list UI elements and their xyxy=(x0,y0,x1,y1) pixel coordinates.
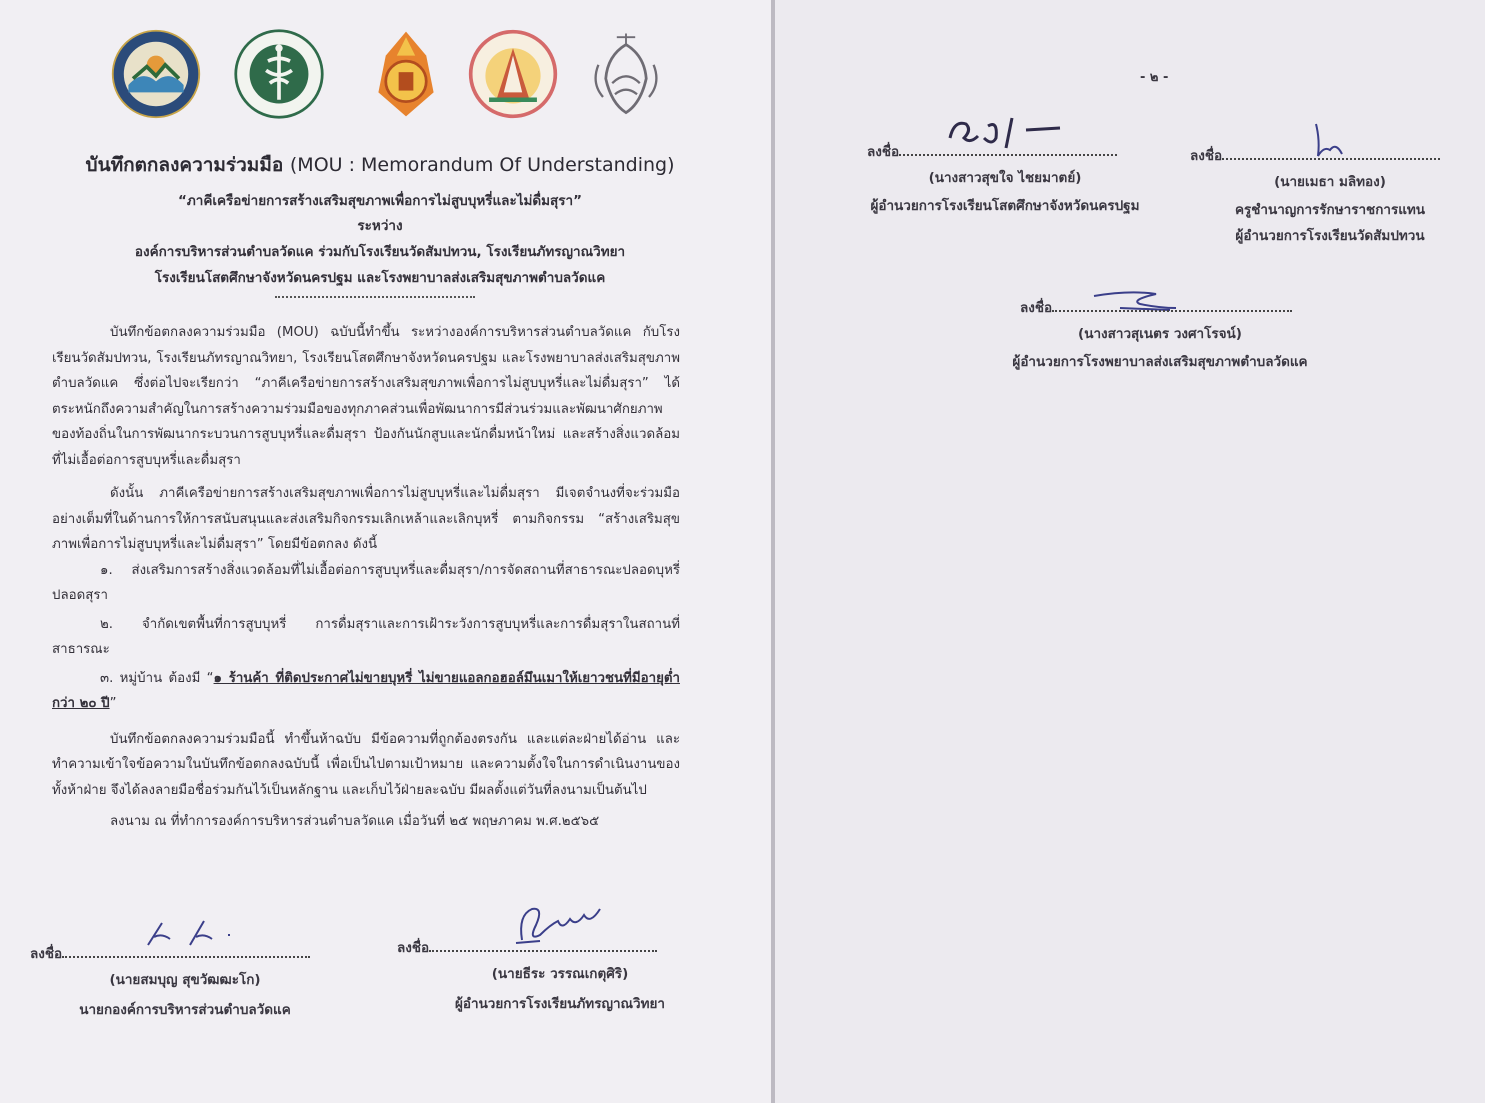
deaf-school-logo xyxy=(580,28,672,120)
paragraph-2: ดังนั้น ภาคีเครือข่ายการสร้างเสริมสุขภาพเพื่อการไม่สูบบุหรี่และไม่ดื่มสุรา มีเจตจำนงที่จะร่วมมืออย่างเต็มที่ในด้านการให้การสนับสนุนและส่งเสริมกิจกรรมเลิกเหล้าและเลิกบุหรี่ ตามกิจกรรม “สร้างเสริมสุขภาพเพื่อการไม่สูบบุหรี่และไม่ดื่มสุรา” โดยมีข้อตกลง ดังนี้ xyxy=(52,486,680,552)
sao-wat-khae-logo xyxy=(110,28,202,120)
separator xyxy=(275,296,475,298)
sign-label: ลงชื่อ xyxy=(397,940,430,956)
signature-line-4 xyxy=(1190,144,1440,166)
signature-line-5 xyxy=(1020,296,1292,318)
paragraph-1: บันทึกข้อตกลงความร่วมมือ (MOU) ฉบับนี้ทำขึ้น ระหว่างองค์การบริหารส่วนตำบลวัดแค กับโรงเรียนวัดสัมปทวน, โรงเรียนภัทรญาณวิทยา, โรงเรียนโสตศึกษาจังหวัดนครปฐม และโรงพยาบาลส่งเสริมสุขภาพตำบลวัดแค ซึ่งต่อไปจะเรียกว่า “ภาคีเครือข่ายการสร้างเสริมสุขภาพเพื่อการไม่สูบบุหรี่และไม่ดื่มสุรา” ได้ตระหนักถึงความสำคัญในการสร้างความร่วมมือของทุกภาคส่วนเพื่อพัฒนาการมีส่วนร่วมและพัฒนาศักยภาพของท้องถิ่นในการพัฒนากระบวนการสูบบุหรี่และดื่มสุรา ป้องกันนักสูบและนักดื่มหน้าใหม่ และสร้างสิ่งแวดล้อมที่ไม่เอื้อต่อการสูบบุหรี่และดื่มสุรา xyxy=(52,325,680,468)
signer-5-name: (นางสาวสุเนตร วงศาโรจน์) xyxy=(1078,326,1242,342)
signature-line-1 xyxy=(30,942,310,964)
signer-2 xyxy=(410,962,710,1014)
sign-label: ลงชื่อ xyxy=(30,946,63,962)
signer-4-title-1: ครูชำนาญการรักษาราชการแทน xyxy=(1234,202,1426,218)
item-3-suffix: ” xyxy=(109,696,117,711)
signer-1-name: (นายสมบุญ สุขวัฒฒะโก) xyxy=(109,972,261,988)
document-title xyxy=(60,150,700,180)
between-label: ระหว่าง xyxy=(357,218,403,234)
signer-3 xyxy=(860,166,1150,216)
paragraph-3: บันทึกข้อตกลงความร่วมมือนี้ ทำขึ้นห้าฉบับ มีข้อความที่ถูกต้องตรงกัน และแต่ละฝ่ายได้อ่าน และทำความเข้าใจข้อความในบันทึกข้อตกลงฉบับนี้ เพื่อเป็นไปตามเป้าหมาย และความตั้งใจในการดำเนินงานของทั้งห้าฝ่าย จึงได้ลงลายมือชื่อร่วมกันไว้เป็นหลักฐาน และเก็บไว้ฝ่ายละฉบับ มีผลตั้งแต่วันที่ลงนามเป็นต้นไป xyxy=(52,731,680,798)
item-2: ๒. จำกัดเขตพื้นที่การสูบบุหรี่ การดื่มสุราและการเฝ้าระวังการสูบบุหรี่และการดื่มสุราในสถานที่สาธารณะ xyxy=(52,616,680,657)
school-emblem-logo xyxy=(360,28,452,120)
signer-4 xyxy=(1210,170,1450,246)
sign-label: ลงชื่อ xyxy=(1190,148,1223,164)
signer-2-name: (นายธีระ วรรณเกตุศิริ) xyxy=(491,966,629,982)
document-subtitle: “ภาคีเครือข่ายการสร้างเสริมสุขภาพเพื่อการไม่สูบบุหรี่และไม่ดื่มสุรา” xyxy=(178,193,582,209)
signer-1-title: นายกองค์การบริหารส่วนตำบลวัดแค xyxy=(79,1002,291,1018)
parties-line-1: องค์การบริหารส่วนตำบลวัดแค ร่วมกับโรงเรียนวัดสัมปทวน, โรงเรียนภัทรญาณวิทยา xyxy=(134,244,626,260)
signature-line-2 xyxy=(397,936,657,958)
paragraph-4: ลงนาม ณ ที่ทำการองค์การบริหารส่วนตำบลวัดแค เมื่อวันที่ ๒๕ พฤษภาคม พ.ศ.๒๕๖๕ xyxy=(110,814,600,829)
logo-row xyxy=(110,28,670,123)
title-english: (MOU : Memorandum Of Understanding) xyxy=(289,154,675,176)
signer-4-title-2: ผู้อำนวยการโรงเรียนวัดสัมปทวน xyxy=(1235,228,1425,244)
signer-1 xyxy=(40,968,330,1020)
title-thai: บันทึกตกลงความร่วมมือ xyxy=(85,154,284,176)
item-3-prefix: ๓. หมู่บ้าน ต้องมี “ xyxy=(100,670,214,686)
item-3 xyxy=(52,666,680,717)
page-number: - ๒ - xyxy=(1140,70,1169,85)
sign-label: ลงชื่อ xyxy=(1020,300,1053,316)
item-1: ๑. ส่งเสริมการสร้างสิ่งแวดล้อมที่ไม่เอื้อต่อการสูบบุหรี่และดื่มสุรา/การจัดสถานที่สาธารณะปลอดบุหรี่ ปลอดสุรา xyxy=(52,562,680,603)
item-3-underlined: ๑ ร้านค้า ที่ติดประกาศไม่ขายบุหรี่ ไม่ขายแอลกอฮอล์มึนเมาให้เยาวชนที่มีอายุต่ำกว่า ๒๐ ปี xyxy=(52,670,680,711)
body-text xyxy=(52,320,680,835)
signer-3-title: ผู้อำนวยการโรงเรียนโสตศึกษาจังหวัดนครปฐม xyxy=(870,198,1140,214)
phatthrayan-school-logo xyxy=(467,28,559,120)
signature-line-3 xyxy=(867,140,1117,162)
parties-line-2: โรงเรียนโสตศึกษาจังหวัดนครปฐม และโรงพยาบาลส่งเสริมสุขภาพตำบลวัดแค xyxy=(154,270,606,286)
signer-5 xyxy=(1000,322,1320,372)
signer-4-name: (นายเมธา มลิทอง) xyxy=(1274,174,1386,190)
signer-5-title: ผู้อำนวยการโรงพยาบาลส่งเสริมสุขภาพตำบลวัดแค xyxy=(1012,354,1308,370)
ministry-of-public-health-logo xyxy=(233,28,325,120)
signer-2-title: ผู้อำนวยการโรงเรียนภัทรญาณวิทยา xyxy=(454,996,666,1012)
sign-label: ลงชื่อ xyxy=(867,144,900,160)
signer-3-name: (นางสาวสุขใจ ไชยมาตย์) xyxy=(928,170,1082,186)
